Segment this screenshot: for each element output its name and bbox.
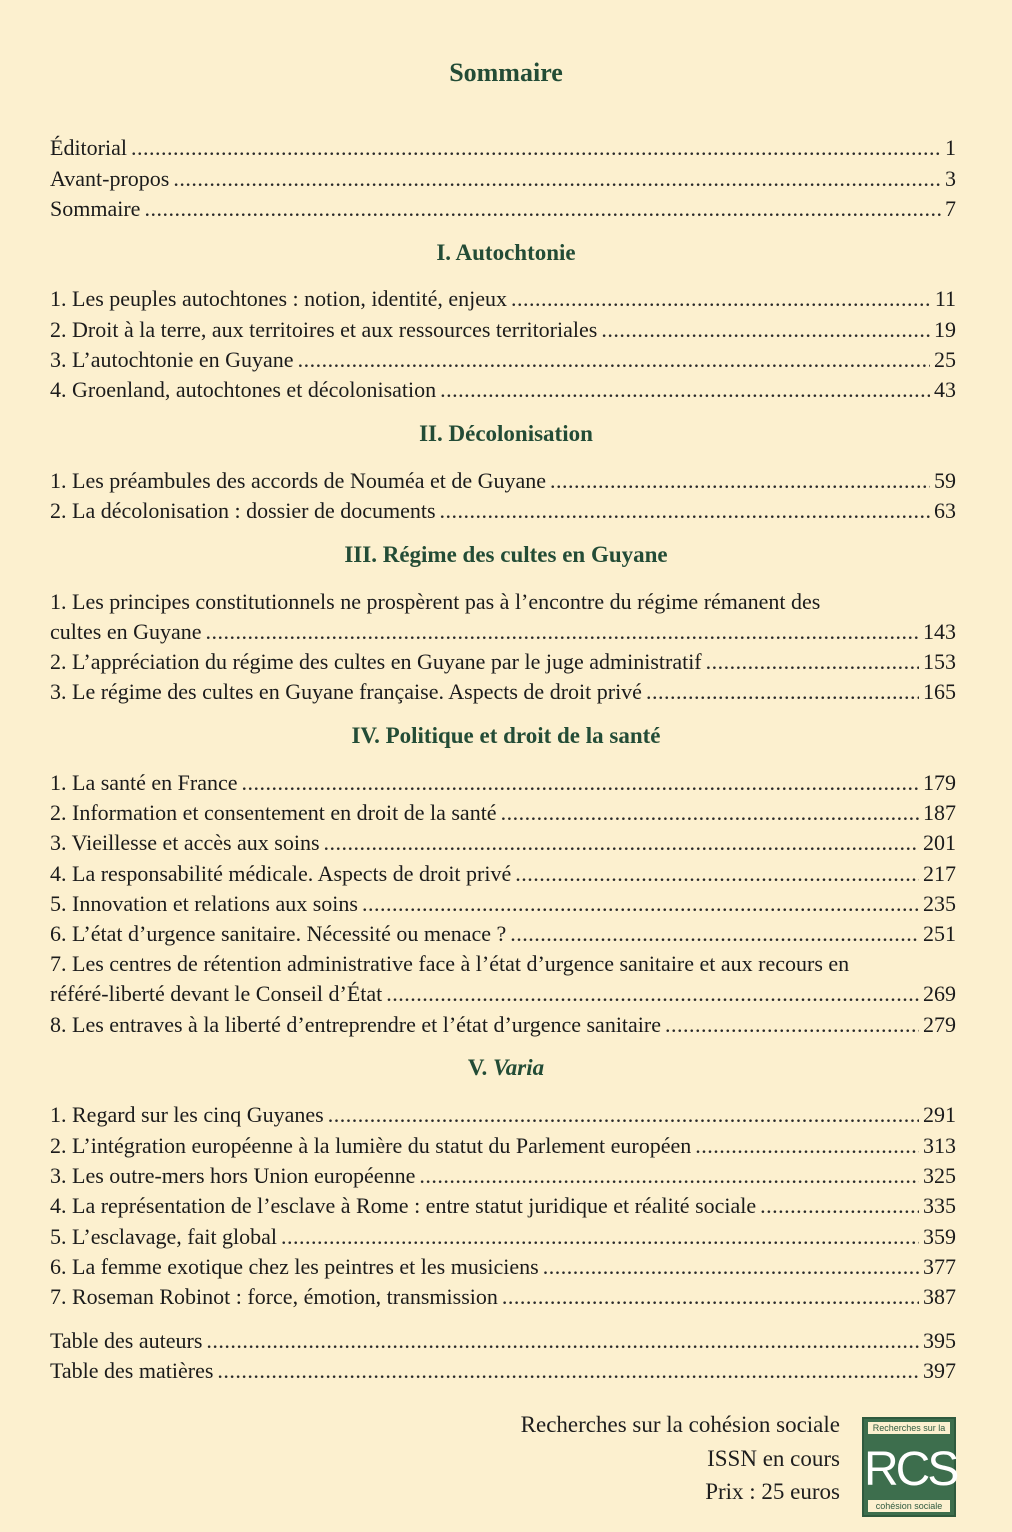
entry-page: 235	[923, 891, 956, 916]
entry-label: 4. Groenland, autochtones et décolonisation	[50, 377, 437, 402]
entry-page: 187	[923, 800, 956, 825]
entry-page: 165	[923, 679, 956, 704]
toc-entry	[50, 979, 956, 1009]
dot-leader	[173, 164, 941, 194]
dot-leader	[324, 828, 919, 858]
dot-leader	[665, 1010, 919, 1040]
dot-leader	[144, 194, 941, 224]
entry-page: 217	[923, 861, 956, 886]
dot-leader	[298, 345, 930, 375]
toc-entry	[50, 1131, 956, 1161]
dot-leader	[242, 768, 919, 798]
toc-entry	[50, 1010, 956, 1040]
entry-label: 6. L’état d’urgence sanitaire. Nécessité ou menace ?	[50, 921, 507, 946]
entry-label: 3. Le régime des cultes en Guyane française. Aspects de droit privé	[50, 679, 642, 704]
entry-label: 2. L’intégration européenne à la lumière du statut du Parlement européen	[50, 1133, 692, 1158]
dot-leader	[601, 315, 930, 345]
logo-top-text: Recherches sur la	[868, 1422, 950, 1434]
entry-label: 2. La décolonisation : dossier de documents	[50, 498, 436, 523]
page-title: Sommaire	[449, 58, 563, 87]
entry-page: 325	[923, 1163, 956, 1188]
entry-label: Sommaire	[50, 196, 141, 221]
dot-leader	[706, 647, 919, 677]
toc-entry	[50, 1161, 956, 1191]
dot-leader	[206, 617, 920, 647]
dot-leader	[550, 466, 930, 496]
toc-entry	[50, 1356, 956, 1386]
dot-leader	[695, 1131, 919, 1161]
entry-label: 7. Roseman Robinot : force, émotion, transmission	[50, 1284, 498, 1309]
entry-label-first-line: 7. Les centres de rétention administrative face à l’état d’urgence sanitaire et aux recours en	[50, 951, 850, 976]
entry-label: 4. La représentation de l’esclave à Rome : entre statut juridique et réalité sociale	[50, 1193, 757, 1218]
section-heading-decolonisation: II. Décolonisation	[419, 421, 593, 446]
entry-page: 395	[923, 1328, 956, 1353]
entry-page: 397	[923, 1358, 956, 1383]
dot-leader	[543, 1252, 919, 1282]
entry-page: 313	[923, 1133, 956, 1158]
entry-label: 6. La femme exotique chez les peintres et les musiciens	[50, 1254, 539, 1279]
entry-label: Table des auteurs	[50, 1328, 203, 1353]
entry-page: 43	[934, 377, 956, 402]
entry-page: 63	[934, 498, 956, 523]
dot-leader	[646, 677, 919, 707]
entry-page: 7	[945, 196, 956, 221]
toc-entry	[50, 1326, 956, 1356]
entry-label: Table des matières	[50, 1358, 214, 1383]
dot-leader	[362, 889, 919, 919]
entry-page: 25	[934, 347, 956, 372]
entry-page: 291	[923, 1102, 956, 1127]
entry-page: 279	[923, 1012, 956, 1037]
rcs-logo	[862, 1417, 956, 1517]
entry-page: 11	[934, 286, 956, 311]
logo-mark: RCS	[864, 1443, 957, 1496]
toc-entry	[50, 677, 956, 707]
entry-page: 387	[923, 1284, 956, 1309]
entry-label: 1. Regard sur les cinq Guyanes	[50, 1102, 324, 1127]
dot-leader	[328, 1100, 919, 1130]
toc-entry	[50, 617, 956, 647]
entry-label-first-line: 1. Les principes constitutionnels ne prospèrent pas à l’encontre du régime rémanent des	[50, 589, 821, 614]
dot-leader	[440, 496, 930, 526]
entry-label: 2. Droit à la terre, aux territoires et aux ressources territoriales	[50, 317, 598, 342]
toc-entry	[50, 1100, 956, 1130]
entry-page: 359	[923, 1224, 956, 1249]
toc-entry	[50, 859, 956, 889]
section-heading-sante: IV. Politique et droit de la santé	[351, 723, 661, 748]
toc-entry	[50, 768, 956, 798]
section-heading-varia	[0, 1055, 1012, 1081]
section-heading-italic: Varia	[493, 1055, 545, 1080]
entry-label: 5. L’esclavage, fait global	[50, 1224, 278, 1249]
entry-label: Avant-propos	[50, 166, 170, 191]
entry-label: 3. Vieillesse et accès aux soins	[50, 830, 320, 855]
dot-leader	[206, 1326, 919, 1356]
entry-label: 2. Information et consentement en droit de la santé	[50, 800, 497, 825]
section-heading-autochtonie: I. Autochtonie	[436, 240, 576, 265]
toc-entry	[50, 133, 956, 163]
dot-leader	[386, 979, 919, 1009]
dot-leader	[760, 1191, 919, 1221]
logo-bottom-text: cohésion sociale	[868, 1500, 950, 1512]
entry-label: Éditorial	[50, 135, 127, 160]
entry-label: cultes en Guyane	[50, 619, 202, 644]
toc-entry	[50, 647, 956, 677]
dot-leader	[501, 798, 919, 828]
entry-page: 1	[945, 135, 956, 160]
entry-label: 2. L’appréciation du régime des cultes en Guyane par le juge administratif	[50, 649, 702, 674]
toc-entry	[50, 496, 956, 526]
entry-page: 377	[923, 1254, 956, 1279]
toc-entry	[50, 1252, 956, 1282]
journal-name: Recherches sur la cohésion sociale	[520, 1412, 840, 1437]
entry-label: 1. La santé en France	[50, 770, 238, 795]
entry-label: 4. La responsabilité médicale. Aspects de droit privé	[50, 861, 512, 886]
entry-page: 269	[923, 981, 956, 1006]
toc-entry	[50, 828, 956, 858]
section-heading-prefix: V.	[467, 1055, 493, 1080]
toc-entry	[50, 345, 956, 375]
entry-label: 3. L’autochtonie en Guyane	[50, 347, 294, 372]
entry-page: 143	[923, 619, 956, 644]
dot-leader	[281, 1222, 919, 1252]
entry-label: 8. Les entraves à la liberté d’entreprendre et l’état d’urgence sanitaire	[50, 1012, 662, 1037]
entry-page: 201	[923, 830, 956, 855]
dot-leader	[510, 919, 919, 949]
entry-label: 3. Les outre-mers hors Union européenne	[50, 1163, 416, 1188]
entry-label: référé-liberté devant le Conseil d’État	[50, 981, 383, 1006]
entry-label: 5. Innovation et relations aux soins	[50, 891, 358, 916]
dot-leader	[440, 375, 930, 405]
entry-label: 1. Les préambules des accords de Nouméa et de Guyane	[50, 468, 547, 493]
dot-leader	[131, 133, 941, 163]
issn-note: ISSN en cours	[707, 1446, 840, 1471]
entry-page: 179	[923, 770, 956, 795]
toc-entry	[50, 284, 956, 314]
dot-leader	[511, 284, 931, 314]
section-heading-regime-des-cultes: III. Régime des cultes en Guyane	[344, 542, 668, 567]
entry-page: 335	[923, 1193, 956, 1218]
toc-entry	[50, 194, 956, 224]
dot-leader	[502, 1282, 919, 1312]
price-note: Prix : 25 euros	[705, 1479, 840, 1504]
entry-page: 153	[923, 649, 956, 674]
dot-leader	[419, 1161, 919, 1191]
dot-leader	[217, 1356, 919, 1386]
toc-entry	[50, 1191, 956, 1221]
toc-entry	[50, 1282, 956, 1312]
toc-entry	[50, 164, 956, 194]
entry-page: 59	[934, 468, 956, 493]
toc-entry	[50, 889, 956, 919]
entry-label: 1. Les peuples autochtones : notion, identité, enjeux	[50, 286, 508, 311]
entry-page: 19	[934, 317, 956, 342]
entry-page: 251	[923, 921, 956, 946]
entry-page: 3	[945, 166, 956, 191]
toc-entry	[50, 919, 956, 949]
toc-entry	[50, 466, 956, 496]
toc-entry	[50, 1222, 956, 1252]
toc-entry	[50, 315, 956, 345]
dot-leader	[515, 859, 919, 889]
toc-entry	[50, 375, 956, 405]
toc-entry	[50, 798, 956, 828]
